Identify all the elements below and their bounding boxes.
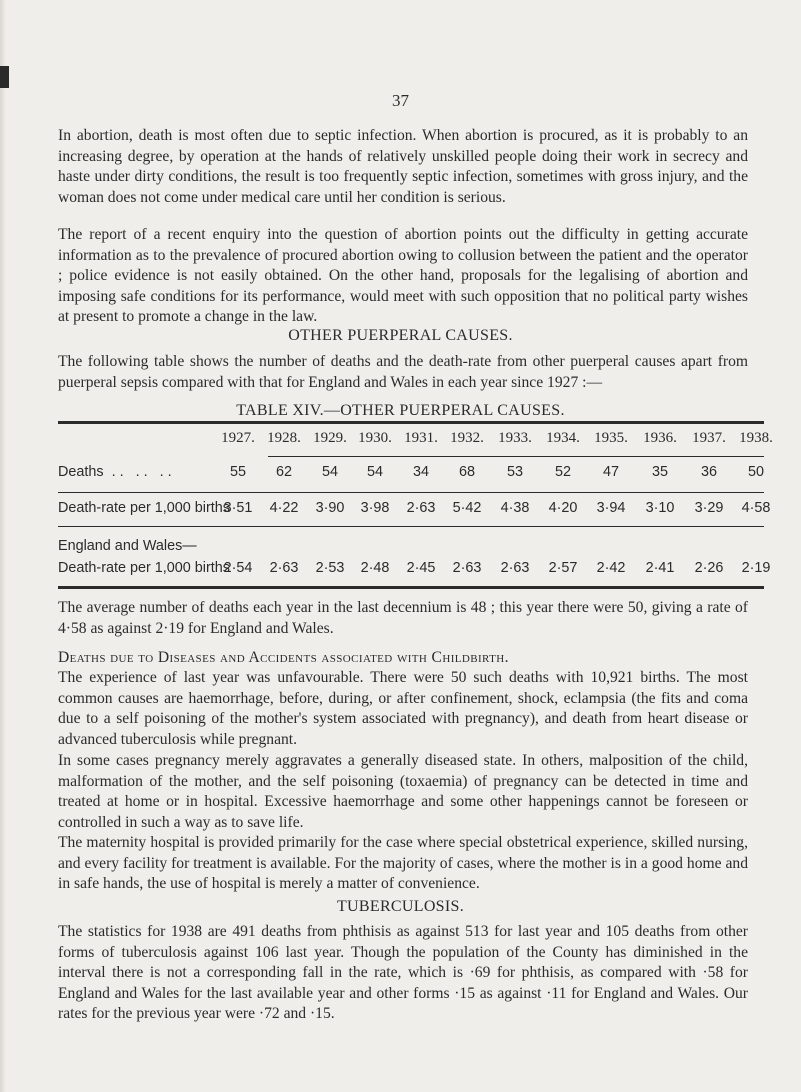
table-cell: 4·20: [548, 500, 578, 516]
table-cell: 62: [275, 464, 292, 480]
table-row: [58, 500, 778, 520]
table-cell: 2·57: [548, 560, 578, 576]
table-header-cell: 1934.: [546, 430, 580, 446]
other-causes-intro: The following table shows the number of deaths and the death-rate from other puerperal causes apart from puerperal sepsis compared with that for England and Wales in each year since 1927 :—: [58, 353, 748, 391]
table-cell: 2·63: [500, 560, 530, 576]
table-row-label: Death-rate per 1,000 births: [58, 500, 230, 516]
table-cell: 47: [602, 464, 619, 480]
table-cell: 2·45: [406, 560, 436, 576]
table-header-cell: 1930.: [358, 430, 392, 446]
table-cell: 4·58: [741, 500, 771, 516]
table-bottom-rule: [58, 586, 764, 589]
table-row: [58, 464, 778, 484]
table-cell: 2·54: [223, 560, 253, 576]
table-row-rule-2: [58, 526, 764, 527]
table-cell: 4·38: [500, 500, 530, 516]
table-header-row: [58, 430, 778, 450]
table-header-cell: 1938.: [739, 430, 773, 446]
average-paragraph: The average number of deaths each year in the last decennium is 48 ; this year there were 50, giving a rate of 4·58 as against 2·19 for England and Wales.: [58, 599, 748, 637]
childbirth-paragraph-1: The experience of last year was unfavourable. There were 50 such deaths with 10,921 births. The most common causes are haemorrhage, before, during, or after confinement, shock, eclampsia (the fits and coma due to a self poisoning of the mother's system associated with pregnancy), and death from heart disease or advanced tuberculosis while pregnant.: [58, 669, 748, 748]
scan-edge-shadow: [0, 0, 6, 1092]
tuberculosis-paragraph: The statistics for 1938 are 491 deaths from phthisis as against 513 for last year and 105 deaths from other forms of tuberculosis against 106 last year. Though the population of the County has diminished in the interval there is not a corresponding fall in the rate, which is ·69 for phthisis, as compared with ·58 for England and Wales for the last available year and other forms ·15 as against ·11 for England and Wales. Our rates for the previous year were ·72 and ·15.: [58, 923, 748, 1022]
table-row-label: England and Wales—: [58, 538, 197, 554]
table-cell: 34: [412, 464, 429, 480]
table-cell: 55: [229, 464, 246, 480]
table-row-label: Deaths . . . . . .: [58, 464, 172, 480]
table-cell: 5·42: [452, 500, 482, 516]
table-cell: 2·63: [452, 560, 482, 576]
table-cell: 3·94: [596, 500, 626, 516]
table-row-rule-1: [58, 492, 764, 493]
table-cell: 3·10: [645, 500, 675, 516]
childbirth-heading: Deaths due to Diseases and Accidents associated with Childbirth.: [58, 649, 509, 666]
table-cell: 68: [458, 464, 475, 480]
table-cell: 3·98: [360, 500, 390, 516]
table-cell: 2·48: [360, 560, 390, 576]
table-cell: 53: [506, 464, 523, 480]
table-header-cell: 1929.: [313, 430, 347, 446]
table-heading: TABLE XIV.—OTHER PUERPERAL CAUSES.: [236, 402, 565, 419]
table-header-cell: 1936.: [643, 430, 677, 446]
table-cell: 4·22: [269, 500, 299, 516]
table-row-label: Death-rate per 1,000 births: [58, 560, 230, 576]
table-cell: 2·63: [269, 560, 299, 576]
table-top-rule: [58, 421, 764, 424]
tuberculosis-heading: TUBERCULOSIS.: [336, 898, 465, 915]
table-cell: 2·26: [694, 560, 724, 576]
page-number: 37: [392, 91, 409, 110]
table-cell: 50: [747, 464, 764, 480]
abortion-paragraph-1: In abortion, death is most often due to septic infection. When abortion is procured, as it is probably to an increasing degree, by operation at the hands of relatively unskilled people doing their work in secrecy and haste under dirty conditions, the result is too frequently septic infection, sometimes with gross injury, and the woman does not come under medical care until her condition is serious.: [58, 127, 748, 206]
other-causes-heading: OTHER PUERPERAL CAUSES.: [288, 327, 513, 344]
table-header-cell: 1928.: [267, 430, 301, 446]
table-cell: 3·90: [315, 500, 345, 516]
table-cell: 3·29: [694, 500, 724, 516]
table-cell: 2·41: [645, 560, 675, 576]
childbirth-paragraph-2: In some cases pregnancy merely aggravates a generally diseased state. In others, malposition of the child, malformation of the mother, and the self poisoning (toxaemia) of pregnancy can be detected in time and treated at home or in hospital. Excessive haemorrhage and some other happenings cannot be foreseen or controlled in such a way as to save life.: [58, 752, 748, 831]
table-cell: 2·42: [596, 560, 626, 576]
table-header-cell: 1937.: [692, 430, 726, 446]
abortion-paragraph-2: The report of a recent enquiry into the question of abortion points out the difficulty in getting accurate information as to the prevalence of procured abortion owing to collusion between the patient and the operator ; police evidence is not easily obtained. On the other hand, proposals for the legalising of abortion and imposing safe conditions for its performance, would meet with such opposition that no political party wishes at present to promote a change in the law.: [58, 226, 748, 325]
table-cell: 36: [700, 464, 717, 480]
table-header-rule: [268, 456, 764, 457]
table-cell: 52: [554, 464, 571, 480]
table-header-cell: 1931.: [404, 430, 438, 446]
table-header-cell: 1935.: [594, 430, 628, 446]
table-row: [58, 538, 778, 558]
table-row: [58, 560, 778, 580]
table-cell: 54: [321, 464, 338, 480]
table-cell: 2·19: [741, 560, 771, 576]
table-cell: 54: [366, 464, 383, 480]
childbirth-paragraph-3: The maternity hospital is provided primarily for the case where special obstetrical experience, skilled nursing, and every facility for treatment is available. For the majority of cases, where the mother is in a good home and in safe hands, the use of hospital is merely a matter of convenience.: [58, 834, 748, 892]
table-cell: 35: [651, 464, 668, 480]
table-header-cell: 1932.: [450, 430, 484, 446]
table-header-cell: 1927.: [221, 430, 255, 446]
table-cell: 2·63: [406, 500, 436, 516]
table-header-cell: 1933.: [498, 430, 532, 446]
table-cell: 3·51: [223, 500, 253, 516]
scan-edge-mark: [0, 66, 9, 88]
table-cell: 2·53: [315, 560, 345, 576]
